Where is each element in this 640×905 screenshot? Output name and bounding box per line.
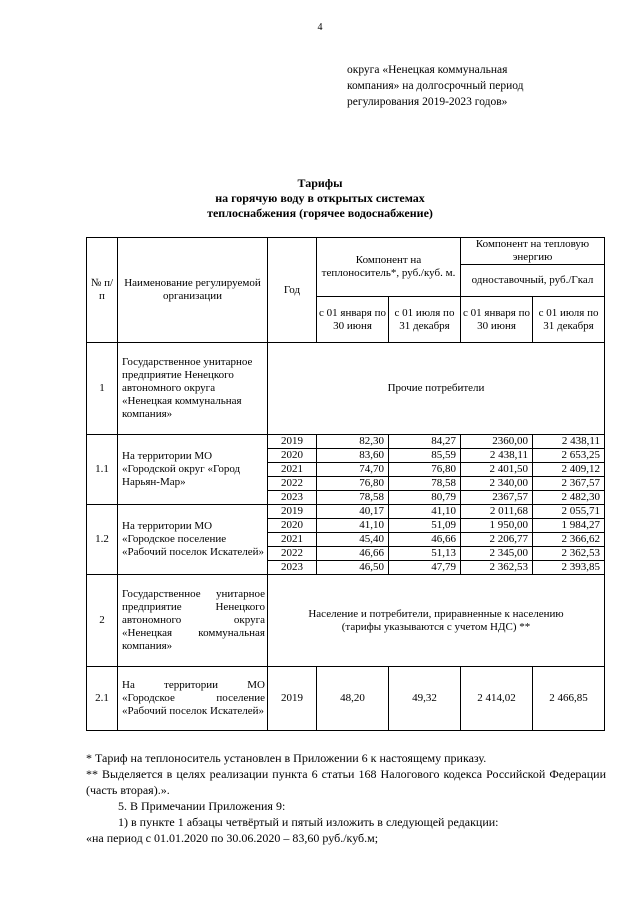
org-name: На территории МО «Городской округ «Город Нарьян-Мар» (118, 435, 268, 505)
consumer-category: Прочие потребители (268, 343, 605, 435)
value-cell: 78,58 (317, 491, 389, 505)
header-period: с 01 января по 30 июня (461, 297, 533, 343)
org-name: Государственное унитарное предприятие Ненецкого автономного округа «Ненецкая коммунальная компания» (118, 343, 268, 435)
value-cell: 2367,57 (461, 491, 533, 505)
header-line: округа «Ненецкая коммунальная (347, 64, 508, 76)
header-comp-energy: Компонент на тепловую энергию (461, 238, 605, 265)
value-cell: 46,66 (317, 547, 389, 561)
value-cell: 2 482,30 (533, 491, 605, 505)
value-cell: 2 401,50 (461, 463, 533, 477)
paragraph-5: 5. В Примечании Приложения 9: (118, 799, 286, 813)
value-cell: 2 438,11 (533, 435, 605, 449)
value-cell: 2360,00 (461, 435, 533, 449)
consumer-category (268, 575, 605, 667)
value-cell: 51,13 (389, 547, 461, 561)
year-cell: 2021 (268, 533, 317, 547)
value-cell: 2 414,02 (461, 667, 533, 731)
year-cell: 2020 (268, 519, 317, 533)
value-cell: 85,59 (389, 449, 461, 463)
value-cell: 80,79 (389, 491, 461, 505)
year-cell: 2019 (268, 505, 317, 519)
year-cell: 2019 (268, 667, 317, 731)
header-org: Наименование регулируемой организации (118, 238, 268, 343)
row-num: 1.1 (87, 435, 118, 505)
value-cell: 46,66 (389, 533, 461, 547)
tariff-table (86, 237, 605, 731)
value-cell: 76,80 (389, 463, 461, 477)
row-num: 2.1 (87, 667, 118, 731)
org-name: На территории МО «Городское поселение «Рабочий поселок Искателей» (118, 505, 268, 575)
value-cell: 47,79 (389, 561, 461, 575)
header-single-rate: одноставочный, руб./Гкал (461, 265, 605, 297)
value-cell: 46,50 (317, 561, 389, 575)
value-cell: 2 653,25 (533, 449, 605, 463)
footnote-1: * Тариф на теплоноситель установлен в Приложении 6 к настоящему приказу. (86, 751, 487, 765)
title-line: Тарифы (297, 176, 343, 190)
value-cell: 49,32 (389, 667, 461, 731)
year-cell: 2022 (268, 477, 317, 491)
title-line: на горячую воду в открытых системах (215, 191, 425, 205)
year-cell: 2023 (268, 491, 317, 505)
header-period: с 01 июля по 31 декабря (533, 297, 605, 343)
row-num: 2 (87, 575, 118, 667)
year-cell: 2021 (268, 463, 317, 477)
page-number: 4 (317, 22, 323, 33)
value-cell: 2 393,85 (533, 561, 605, 575)
value-cell: 2 366,62 (533, 533, 605, 547)
year-cell: 2020 (268, 449, 317, 463)
value-cell: 1 984,27 (533, 519, 605, 533)
value-cell: 74,70 (317, 463, 389, 477)
org-name: Государственное унитарное предприятие Ненецкого автономного округа «Ненецкая коммунальная компания» (118, 575, 268, 667)
value-cell: 2 011,68 (461, 505, 533, 519)
row-num: 1.2 (87, 505, 118, 575)
value-cell: 51,09 (389, 519, 461, 533)
value-cell: 2 340,00 (461, 477, 533, 491)
footnotes (86, 750, 606, 846)
value-cell: 2 409,12 (533, 463, 605, 477)
header-period: с 01 января по 30 июня (317, 297, 389, 343)
header-period: с 01 июля по 31 декабря (389, 297, 461, 343)
value-cell: 2 362,53 (461, 561, 533, 575)
value-cell: 76,80 (317, 477, 389, 491)
paragraph-5-1: 1) в пункте 1 абзацы четвёртый и пятый изложить в следующей редакции: (118, 815, 499, 829)
value-cell: 2 206,77 (461, 533, 533, 547)
year-cell: 2019 (268, 435, 317, 449)
row-num: 1 (87, 343, 118, 435)
year-cell: 2023 (268, 561, 317, 575)
value-cell: 48,20 (317, 667, 389, 731)
title-line: теплоснабжения (горячее водоснабжение) (207, 206, 433, 220)
value-cell: 78,58 (389, 477, 461, 491)
value-cell: 2 345,00 (461, 547, 533, 561)
value-cell: 83,60 (317, 449, 389, 463)
value-cell: 82,30 (317, 435, 389, 449)
document-title (0, 176, 640, 221)
header-line: регулирования 2019-2023 годов» (347, 96, 508, 108)
header-year: Год (268, 238, 317, 343)
value-cell: 2 367,57 (533, 477, 605, 491)
value-cell: 2 055,71 (533, 505, 605, 519)
header-num: № п/п (87, 238, 118, 343)
value-cell: 2 466,85 (533, 667, 605, 731)
value-cell: 41,10 (389, 505, 461, 519)
consumer-category-line: Население и потребители, приравненные к населению (308, 607, 564, 620)
value-cell: 40,17 (317, 505, 389, 519)
footnote-2: ** Выделяется в целях реализации пункта 6 статьи 168 Налогового кодекса Российской Федерации (часть вторая).». (86, 767, 606, 797)
value-cell: 2 438,11 (461, 449, 533, 463)
header-comp-carrier: Компонент на теплоноситель*, руб./куб. м. (317, 238, 461, 297)
quoted-text: «на период с 01.01.2020 по 30.06.2020 – 83,60 руб./куб.м; (86, 831, 379, 845)
org-name: На территории МО «Городское поселение «Рабочий поселок Искателей» (118, 667, 268, 731)
value-cell: 84,27 (389, 435, 461, 449)
year-cell: 2022 (268, 547, 317, 561)
value-cell: 1 950,00 (461, 519, 533, 533)
header-block (347, 62, 577, 110)
value-cell: 2 362,53 (533, 547, 605, 561)
consumer-category-line: (тарифы указываются с учетом НДС) ** (341, 620, 531, 633)
value-cell: 41,10 (317, 519, 389, 533)
value-cell: 45,40 (317, 533, 389, 547)
header-line: компания» на долгосрочный период (347, 80, 524, 92)
